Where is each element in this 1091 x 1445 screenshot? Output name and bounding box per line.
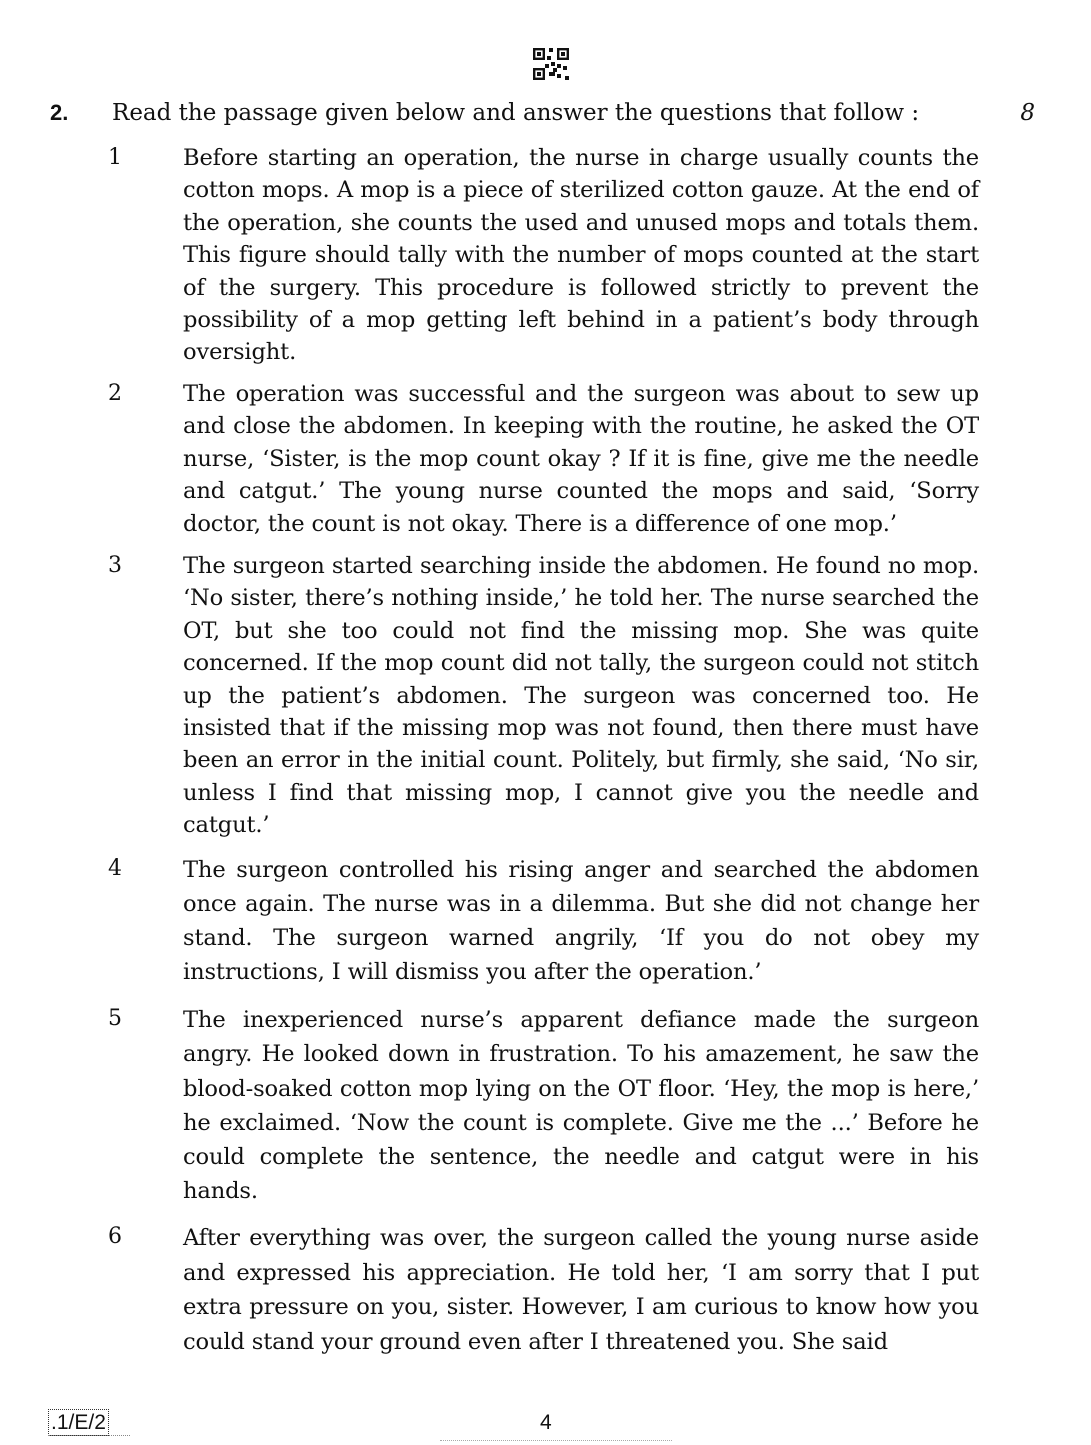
paragraph-text: After everything was over, the surgeon called the young nurse aside and expressed his appreciation. He told her, ‘I am sorry that I put extra pressure on you, sister. However, I am curious to know how you could stand your ground even after I threatened you. She said	[183, 1225, 979, 1355]
page-number: 4	[540, 1411, 552, 1434]
question-header	[0, 96, 1091, 130]
paragraph-text: The inexperienced nurse’s apparent defiance made the surgeon angry. He looked down in frustration. To his amazement, he saw the blood-soaked cotton mop lying on the OT floor. ‘Hey, the mop is here,’ he exclaimed. ‘Now the count is complete. Give me the ...’ Before he could complete the sentence, the needle and catgut were in his hands.	[183, 1007, 979, 1205]
qr-code-icon	[533, 48, 569, 80]
paragraph-number: 5	[108, 1006, 122, 1031]
question-instruction: Read the passage given below and answer the questions that follow :	[112, 100, 920, 126]
paper-code: .1/E/2	[48, 1409, 109, 1436]
paragraph-number: 6	[108, 1224, 122, 1249]
footer-fine-print-center	[440, 1440, 672, 1443]
paragraph-number: 4	[108, 856, 122, 881]
question-number: 2.	[50, 100, 69, 125]
paragraph-number: 1	[108, 145, 122, 170]
footer-fine-print	[48, 1435, 130, 1438]
paragraph-text: The surgeon started searching inside the abdomen. He found no mop. ‘No sister, there’s nothing inside,’ he told her. The nurse searched the OT, but she too could not find the missing mop. She was quite concerned. If the mop count did not tally, the surgeon could not stitch up the patient’s abdomen. The surgeon was concerned too. He insisted that if the missing mop was not found, then there must have been an error in the initial count. Politely, but firmly, she said, ‘No sir, unless I find that missing mop, I cannot give you the needle and catgut.’	[183, 553, 979, 839]
paragraph-text: The surgeon controlled his rising anger and searched the abdomen once again. The nurse was in a dilemma. But she did not change her stand. The surgeon warned angrily, ‘If you do not obey my instructions, I will dismiss you after the operation.’	[183, 857, 979, 985]
paragraph-text: Before starting an operation, the nurse in charge usually counts the cotton mops. A mop is a piece of sterilized cotton gauze. At the end of the operation, she counts the used and unused mops and totals them. This figure should tally with the number of mops counted at the start of the surgery. This procedure is followed strictly to prevent the possibility of a mop getting left behind in a patient’s body through oversight.	[183, 145, 979, 366]
question-marks: 8	[1020, 100, 1035, 126]
paragraph-number: 2	[108, 381, 122, 406]
paragraph-number: 3	[108, 553, 122, 578]
paragraph-text: The operation was successful and the surgeon was about to sew up and close the abdomen. In keeping with the routine, he asked the OT nurse, ‘Sister, is the mop count okay ? If it is fine, give me the needle and catgut.’ The young nurse counted the mops and said, ‘Sorry doctor, the count is not okay. There is a difference of one mop.’	[183, 381, 979, 537]
